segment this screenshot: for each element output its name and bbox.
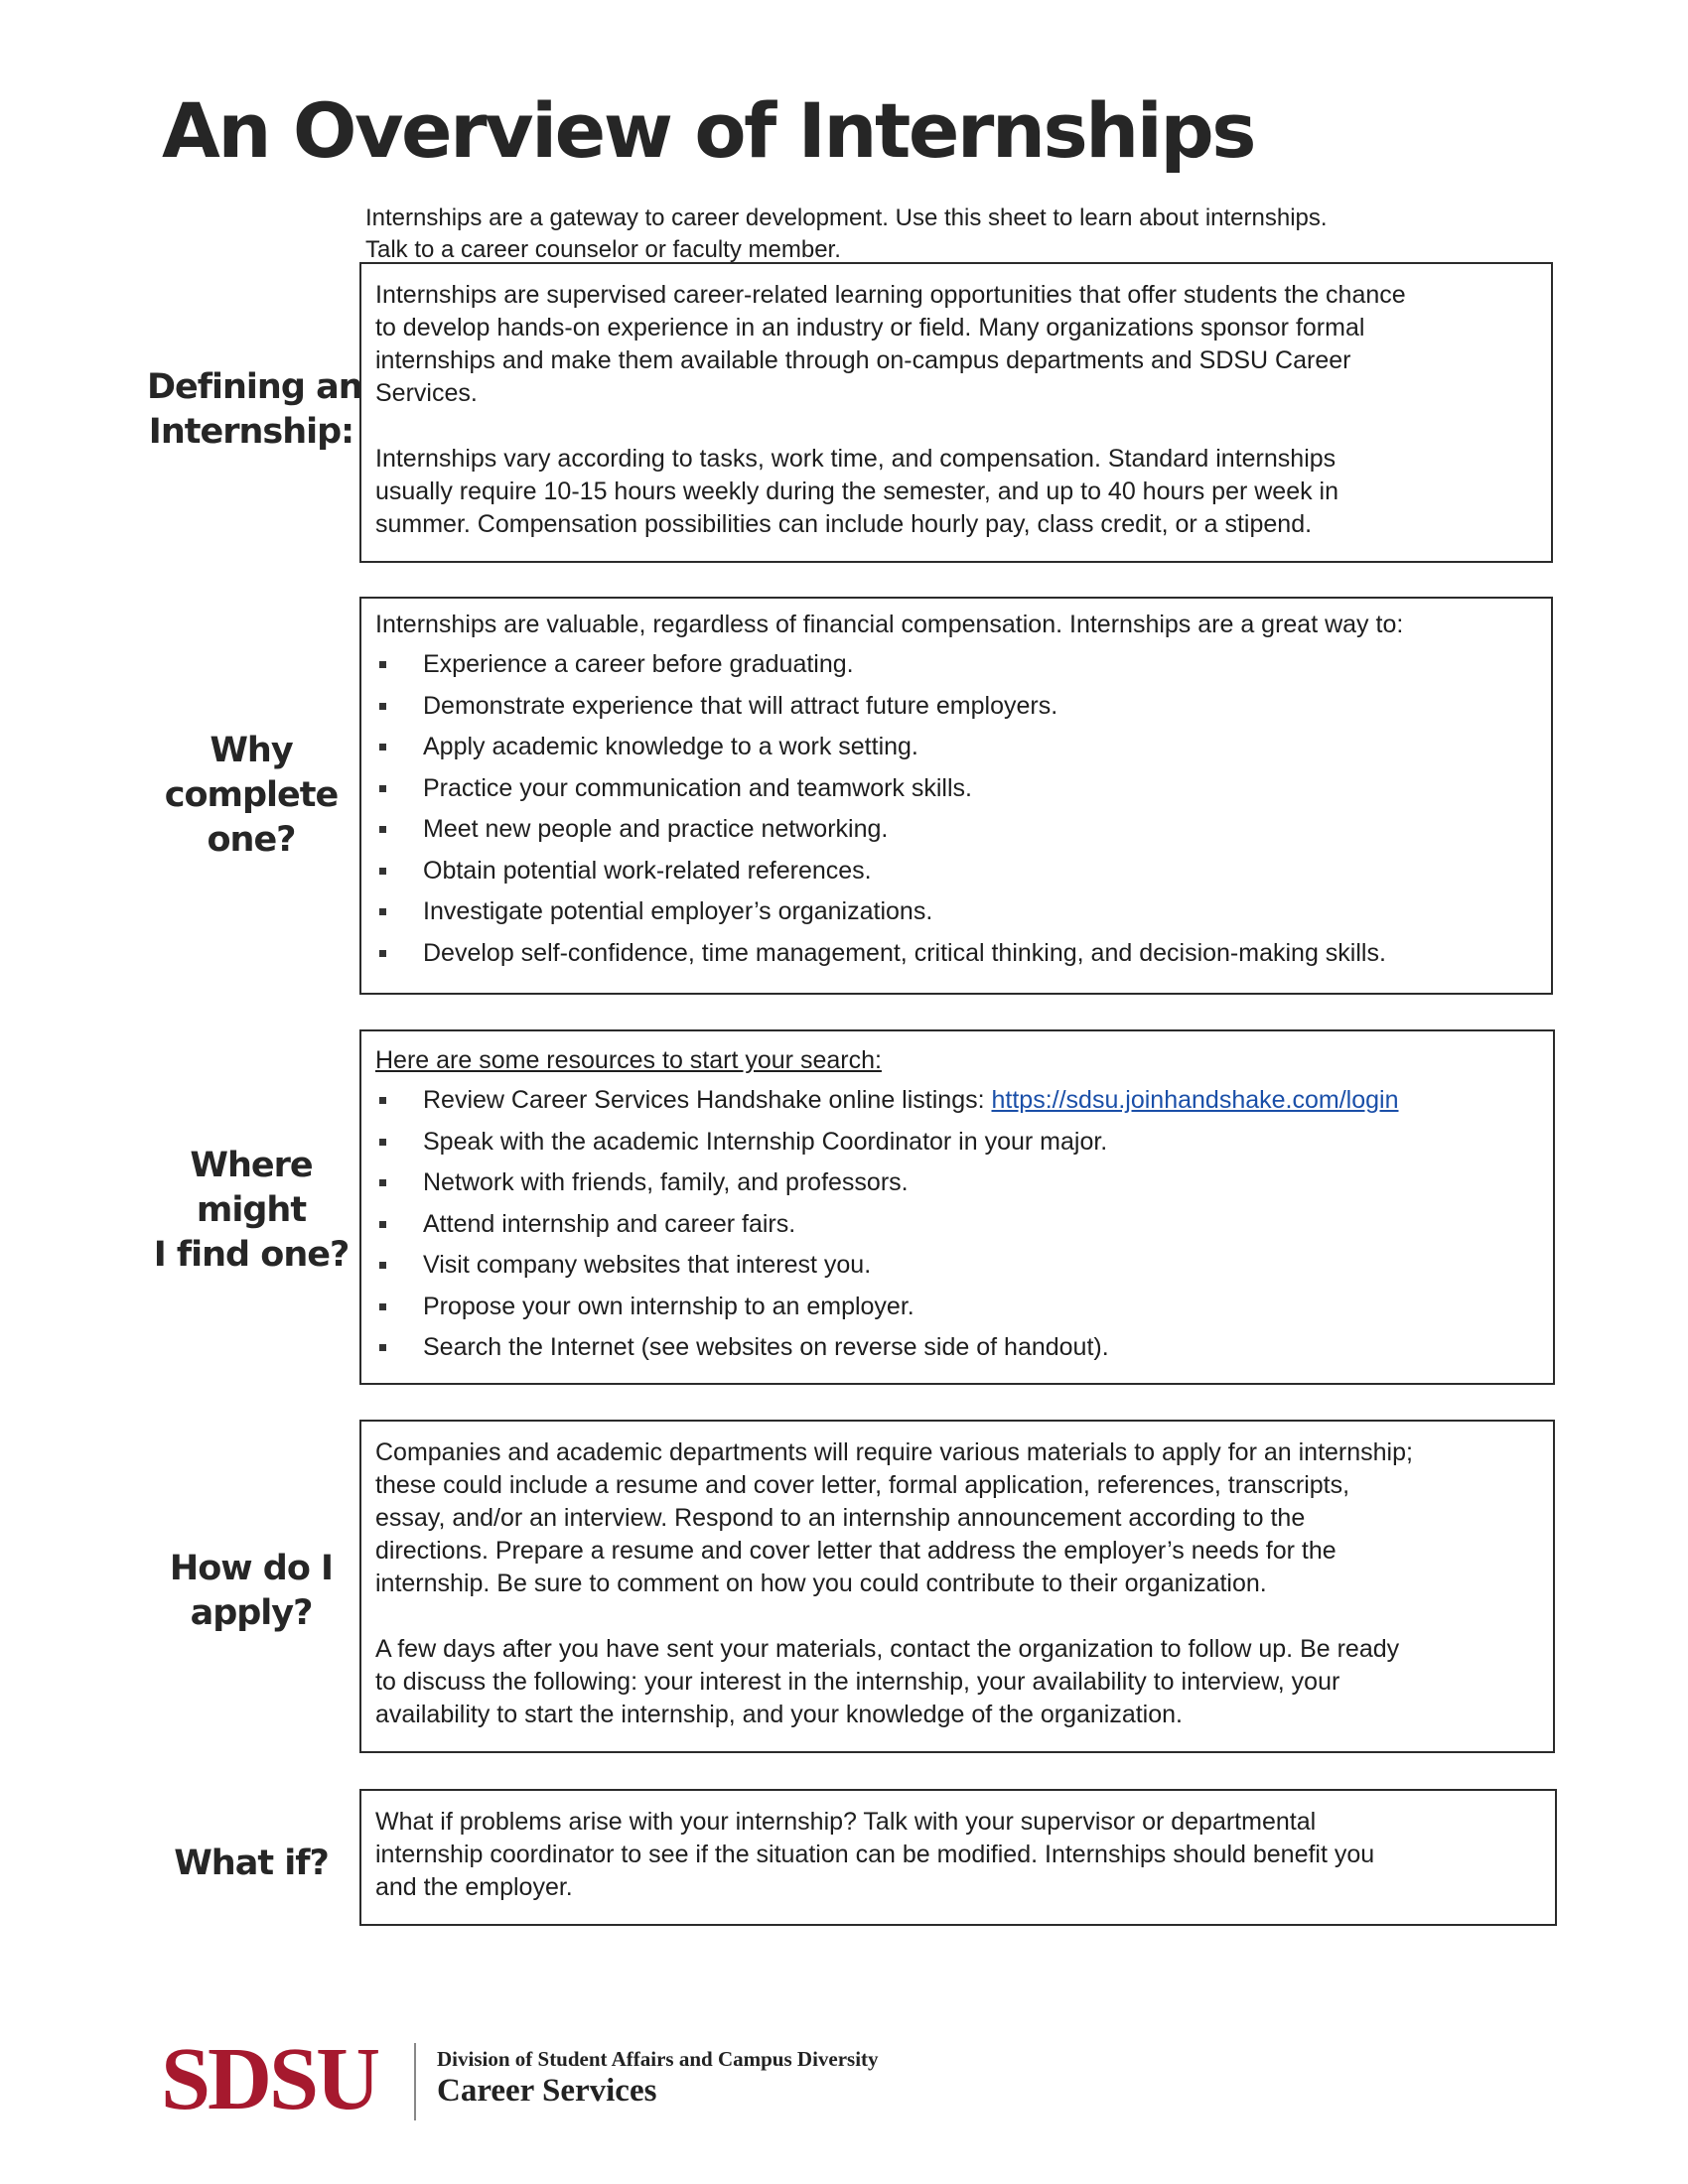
text-line: directions. Prepare a resume and cover letter that address the employer’s needs for the (375, 1537, 1336, 1565)
bullet-icon (379, 1344, 386, 1351)
section-box-whatif (359, 1789, 1557, 1926)
section-lead: Here are some resources to start your search: (375, 1046, 882, 1074)
list-item-text: Attend internship and career fairs. (423, 1209, 796, 1238)
bullet-icon (379, 744, 386, 751)
list-item (375, 686, 1537, 728)
list-item (375, 891, 1537, 933)
handshake-link[interactable]: https://sdsu.joinhandshake.com/login (991, 1086, 1399, 1114)
text-line: internships and make them available through on-campus departments and SDSU Career (375, 346, 1351, 374)
label-line: Why (210, 731, 293, 770)
footer-division: Division of Student Affairs and Campus Diversity (437, 2047, 879, 2071)
footer-department: Career Services (437, 2073, 657, 2109)
paragraph (375, 443, 1537, 541)
text-line: Companies and academic departments will require various materials to apply for an internship; (375, 1438, 1413, 1466)
text-line: What if problems arise with your internship? Talk with your supervisor or departmental (375, 1808, 1317, 1836)
list-item-text: Review Career Services Handshake online listings: (423, 1086, 992, 1114)
label-line: How do I (169, 1549, 334, 1588)
bullet-icon (379, 661, 386, 668)
list-item-text: Speak with the academic Internship Coordinator in your major. (423, 1127, 1108, 1156)
bullet-list (375, 1080, 1539, 1369)
list-item (375, 1245, 1539, 1287)
text-line: essay, and/or an interview. Respond to an internship announcement according to the (375, 1504, 1306, 1532)
paragraph (375, 279, 1537, 410)
paragraph (375, 1806, 1541, 1904)
list-item (375, 644, 1537, 686)
label-line: I find one? (153, 1235, 350, 1275)
list-item-text: Visit company websites that interest you. (423, 1251, 872, 1279)
label-line: might (196, 1190, 307, 1230)
list-item (375, 809, 1537, 851)
text-line: Internships vary according to tasks, work time, and compensation. Standard internships (375, 445, 1336, 473)
bullet-icon (379, 950, 386, 957)
intro-line: Internships are a gateway to career development. Use this sheet to learn about internships. (365, 205, 1328, 231)
text-line: internship. Be sure to comment on how you could contribute to their organization. (375, 1570, 1267, 1597)
bullet-icon (379, 826, 386, 833)
list-item-text: Apply academic knowledge to a work setting. (423, 733, 918, 760)
sdsu-logo: SDSU (161, 2030, 378, 2128)
paragraph (375, 1436, 1539, 1600)
list-item-text: Develop self-confidence, time management, critical thinking, and decision-making skills. (423, 938, 1386, 967)
list-item (375, 1162, 1539, 1204)
list-item-text: Obtain potential work-related references. (423, 856, 872, 885)
text-line: these could include a resume and cover letter, formal application, references, transcripts, (375, 1471, 1350, 1499)
list-item-text: Meet new people and practice networking. (423, 815, 889, 843)
text-line: Internships are supervised career-related learning opportunities that offer students the chance (375, 281, 1406, 309)
label-line: What if? (174, 1843, 329, 1883)
bullet-icon (379, 868, 386, 875)
label-line: Defining an (147, 367, 362, 407)
list-item (375, 1080, 1539, 1122)
list-item (375, 1204, 1539, 1246)
section-box-where (359, 1029, 1555, 1385)
paragraph (375, 1633, 1539, 1731)
list-item-text: Network with friends, family, and professors. (423, 1168, 909, 1196)
bullet-icon (379, 908, 386, 915)
text-line: and the employer. (375, 1873, 573, 1901)
text-line: internship coordinator to see if the situation can be modified. Internships should benefit you (375, 1841, 1375, 1868)
bullet-icon (379, 785, 386, 792)
list-item (375, 1122, 1539, 1163)
list-item (375, 1287, 1539, 1328)
bullet-icon (379, 1303, 386, 1310)
bullet-icon (379, 1097, 386, 1104)
label-line: Internship: (148, 412, 354, 452)
text-line: availability to start the internship, and your knowledge of the organization. (375, 1701, 1183, 1728)
section-label-whatif (147, 1842, 355, 1886)
bullet-icon (379, 1179, 386, 1186)
bullet-icon (379, 1139, 386, 1146)
bullet-icon (379, 1262, 386, 1269)
text-line: to develop hands-on experience in an industry or field. Many organizations sponsor formal (375, 314, 1365, 341)
list-item (375, 1327, 1539, 1369)
section-box-defining (359, 262, 1553, 563)
list-item (375, 727, 1537, 768)
label-line: apply? (190, 1593, 313, 1633)
label-line: one? (207, 820, 296, 860)
list-item (375, 933, 1537, 975)
label-line: complete (164, 775, 339, 815)
section-label-where (147, 1144, 355, 1278)
text-line: summer. Compensation possibilities can include hourly pay, class credit, or a stipend. (375, 510, 1313, 538)
section-box-why (359, 597, 1553, 995)
page-title: An Overview of Internships (162, 86, 1254, 175)
section-lead: Internships are valuable, regardless of financial compensation. Internships are a great way to: (375, 611, 1404, 638)
list-item (375, 768, 1537, 810)
text-line: Services. (375, 379, 478, 407)
bullet-list (375, 644, 1537, 974)
section-label-why (147, 729, 355, 863)
list-item-text: Search the Internet (see websites on reverse side of handout). (423, 1333, 1109, 1361)
intro-text (365, 203, 1328, 266)
section-label-apply (147, 1547, 355, 1636)
text-line: to discuss the following: your interest in the internship, your availability to interview, your (375, 1668, 1340, 1696)
list-item-text: Demonstrate experience that will attract future employers. (423, 691, 1058, 720)
list-item-text: Investigate potential employer’s organizations. (423, 897, 933, 925)
footer-divider (414, 2043, 416, 2120)
intro-line: Talk to a career counselor or faculty member. (365, 236, 841, 263)
text-line: usually require 10-15 hours weekly during the semester, and up to 40 hours per week in (375, 478, 1339, 505)
section-label-defining (147, 365, 362, 455)
label-line: Where (190, 1146, 313, 1185)
list-item-text: Propose your own internship to an employer. (423, 1292, 914, 1320)
section-box-apply (359, 1420, 1555, 1753)
bullet-icon (379, 703, 386, 710)
text-line: A few days after you have sent your materials, contact the organization to follow up. Be ready (375, 1635, 1400, 1663)
bullet-icon (379, 1221, 386, 1228)
list-item-text: Practice your communication and teamwork skills. (423, 773, 972, 802)
list-item-text: Experience a career before graduating. (423, 650, 854, 678)
list-item (375, 851, 1537, 892)
